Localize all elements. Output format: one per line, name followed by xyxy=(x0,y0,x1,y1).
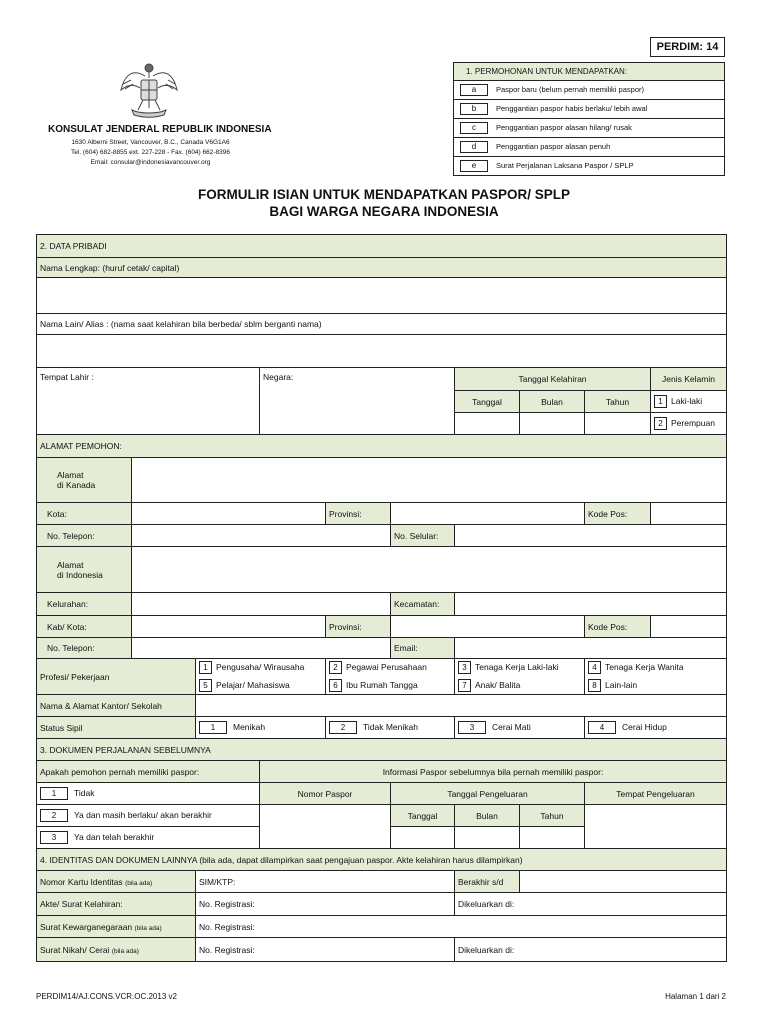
form-title-line2: BAGI WARGA NEGARA INDONESIA xyxy=(269,204,499,219)
id-card-label: Nomor Kartu Identitas (bila ada) xyxy=(37,871,196,893)
marital-option-4[interactable]: 4 Cerai Hidup xyxy=(585,717,727,739)
citizenship-reg-field[interactable]: No. Registrasi: xyxy=(196,916,727,938)
issue-date-label: Tanggal Pengeluaran xyxy=(391,783,585,805)
alias-label: Nama Lain/ Alias : (nama saat kelahiran bila berbeda/ sblm berganti nama) xyxy=(37,314,727,335)
profession-option-5[interactable]: 5 Pelajar/ Mahasiswa xyxy=(196,677,326,695)
passport-number-label: Nomor Paspor xyxy=(260,783,391,805)
form-title xyxy=(0,186,768,220)
dob-year-label: Tahun xyxy=(585,391,651,413)
passport-number-input[interactable] xyxy=(260,805,391,849)
profession-option-2[interactable]: 2 Pegawai Perusahaan xyxy=(326,659,455,677)
phone-label: No. Telepon: xyxy=(37,525,132,547)
birth-cert-reg-field[interactable]: No. Registrasi: xyxy=(196,893,455,916)
application-option-a[interactable]: a Paspor baru (belum pernah memiliki paspor) xyxy=(454,81,724,100)
profession-option-8[interactable]: 8 Lain-lain xyxy=(585,677,727,695)
profession-label: Profesi/ Pekerjaan xyxy=(37,659,196,695)
marriage-issued-field[interactable]: Dikeluarkan di: xyxy=(455,938,727,962)
birthplace-field[interactable] xyxy=(37,368,260,435)
address-header: ALAMAT PEMOHON: xyxy=(37,435,727,458)
travel-docs-header: 3. DOKUMEN PERJALANAN SEBELUMNYA xyxy=(37,739,727,761)
profession-option-7[interactable]: 7 Anak/ Balita xyxy=(455,677,585,695)
marriage-label: Surat Nikah/ Cerai (bila ada) xyxy=(37,938,196,962)
postal2-label: Kode Pos: xyxy=(585,616,651,638)
indo-address-label: Alamat di Indonesia xyxy=(37,547,132,593)
form-code-box xyxy=(650,37,725,57)
main-form-table xyxy=(36,234,727,962)
profession-option-3[interactable]: 3 Tenaga Kerja Laki-laki xyxy=(455,659,585,677)
marital-option-1[interactable]: 1 Menikah xyxy=(196,717,326,739)
issue-month-input[interactable] xyxy=(455,827,520,849)
dob-day-input[interactable] xyxy=(455,413,520,435)
email-label: Email: xyxy=(391,638,455,659)
passport-option-1[interactable]: 1 Tidak xyxy=(37,783,260,805)
passport-option-2[interactable]: 2 Ya dan masih berlaku/ akan berakhir xyxy=(37,805,260,827)
canada-address-input[interactable] xyxy=(132,458,727,503)
marital-option-3[interactable]: 3 Cerai Mati xyxy=(455,717,585,739)
dob-month-input[interactable] xyxy=(520,413,585,435)
application-option-b[interactable]: b Penggantian paspor habis berlaku/ lebih awal xyxy=(454,100,724,119)
footer-form-id: PERDIM14/AJ.CONS.VCR.OC.2013 v2 xyxy=(36,992,177,1001)
mobile-label: No. Selular: xyxy=(391,525,455,547)
canada-address-label: Alamat di Kanada xyxy=(37,458,132,503)
province-input[interactable] xyxy=(391,503,585,525)
passport-option-3[interactable]: 3 Ya dan telah berakhir xyxy=(37,827,260,849)
issue-year-label: Tahun xyxy=(520,805,585,827)
issue-day-label: Tanggal xyxy=(391,805,455,827)
kab-label: Kab/ Kota: xyxy=(37,616,132,638)
identity-header: 4. IDENTITAS DAN DOKUMEN LAINNYA (bila ada, dapat dilampirkan saat pengajuan paspor. Akte kelahiran harus dilampirkan) xyxy=(37,849,727,871)
email-input[interactable] xyxy=(455,638,727,659)
dob-year-input[interactable] xyxy=(585,413,651,435)
application-type-box xyxy=(453,62,725,176)
country-label: Negara: xyxy=(263,372,294,382)
marital-label: Status Sipil xyxy=(37,717,196,739)
dob-header: Tanggal Kelahiran xyxy=(455,368,651,391)
province-label: Provinsi: xyxy=(326,503,391,525)
kab-input[interactable] xyxy=(132,616,326,638)
sex-male-option[interactable]: 1 Laki-laki xyxy=(651,391,727,413)
sex-header: Jenis Kelamin xyxy=(651,368,727,391)
expires-input[interactable] xyxy=(520,871,727,893)
phone2-label: No. Telepon: xyxy=(37,638,132,659)
full-name-input[interactable] xyxy=(37,278,727,314)
form-code: PERDIM: 14 xyxy=(656,41,719,53)
postal-input[interactable] xyxy=(651,503,727,525)
office-label: Nama & Alamat Kantor/ Sekolah xyxy=(37,695,196,717)
country-field[interactable] xyxy=(260,368,455,435)
application-option-c[interactable]: c Penggantian paspor alasan hilang/ rusak xyxy=(454,119,724,138)
birth-cert-label: Akte/ Surat Kelahiran: xyxy=(37,893,196,916)
issue-place-input[interactable] xyxy=(585,805,727,849)
simktp-field[interactable]: SIM/KTP: xyxy=(196,871,455,893)
application-header: 1. PERMOHONAN UNTUK MENDAPATKAN: xyxy=(454,63,724,81)
garuda-emblem-icon xyxy=(118,58,180,120)
profession-option-6[interactable]: 6 Ibu Rumah Tangga xyxy=(326,677,455,695)
indo-address-input[interactable] xyxy=(132,547,727,593)
phone-input[interactable] xyxy=(132,525,391,547)
application-option-d[interactable]: d Penggantian paspor alasan penuh xyxy=(454,138,724,157)
previous-passport-info: Informasi Paspor sebelumnya bila pernah memiliki paspor: xyxy=(260,761,727,783)
profession-option-1[interactable]: 1 Pengusaha/ Wirausaha xyxy=(196,659,326,677)
application-option-e[interactable]: e Surat Perjalanan Laksana Paspor / SPLP xyxy=(454,157,724,175)
kecamatan-label: Kecamatan: xyxy=(391,593,455,616)
sex-female-option[interactable]: 2 Perempuan xyxy=(651,413,727,435)
passport-question: Apakah pemohon pernah memiliki paspor: xyxy=(37,761,260,783)
issue-place-label: Tempat Pengeluaran xyxy=(585,783,727,805)
issue-year-input[interactable] xyxy=(520,827,585,849)
form-title-line1: FORMULIR ISIAN UNTUK MENDAPATKAN PASPOR/ SPLP xyxy=(197,187,570,202)
birth-cert-issued-field[interactable]: Dikeluarkan di: xyxy=(455,893,727,916)
alias-input[interactable] xyxy=(37,335,727,368)
postal2-input[interactable] xyxy=(651,616,727,638)
marriage-reg-field[interactable]: No. Registrasi: xyxy=(196,938,455,962)
citizenship-label: Surat Kewarganegaraan (bila ada) xyxy=(37,916,196,938)
kecamatan-input[interactable] xyxy=(455,593,727,616)
dob-month-label: Bulan xyxy=(520,391,585,413)
full-name-label: Nama Lengkap: (huruf cetak/ capital) xyxy=(37,258,727,278)
kelurahan-input[interactable] xyxy=(132,593,391,616)
province2-label: Provinsi: xyxy=(326,616,391,638)
consulate-phone: Tel. (604) 682-8855 ext. 227-228 - Fax. (604) 662-8396 xyxy=(71,149,230,156)
issue-month-label: Bulan xyxy=(455,805,520,827)
footer-page-number: Halaman 1 dari 2 xyxy=(665,992,726,1001)
marital-option-2[interactable]: 2 Tidak Menikah xyxy=(326,717,455,739)
phone2-input[interactable] xyxy=(132,638,391,659)
personal-header: 2. DATA PRIBADI xyxy=(37,235,727,258)
consulate-name: KONSULAT JENDERAL REPUBLIK INDONESIA xyxy=(48,124,272,135)
birthplace-label: Tempat Lahir : xyxy=(40,372,94,382)
province2-input[interactable] xyxy=(391,616,585,638)
kelurahan-label: Kelurahan: xyxy=(37,593,132,616)
city-label: Kota: xyxy=(37,503,132,525)
profession-option-4[interactable]: 4 Tenaga Kerja Wanita xyxy=(585,659,727,677)
consulate-email: Email: consular@indonesiavancouver.org xyxy=(90,159,211,166)
postal-label: Kode Pos: xyxy=(585,503,651,525)
office-input[interactable] xyxy=(196,695,727,717)
issue-day-input[interactable] xyxy=(391,827,455,849)
city-input[interactable] xyxy=(132,503,326,525)
consulate-address: 1630 Alberni Street, Vancouver, B.C., Canada V6G1A6 xyxy=(71,139,230,146)
mobile-input[interactable] xyxy=(455,525,727,547)
expires-label: Berakhir s/d xyxy=(455,871,520,893)
dob-day-label: Tanggal xyxy=(455,391,520,413)
